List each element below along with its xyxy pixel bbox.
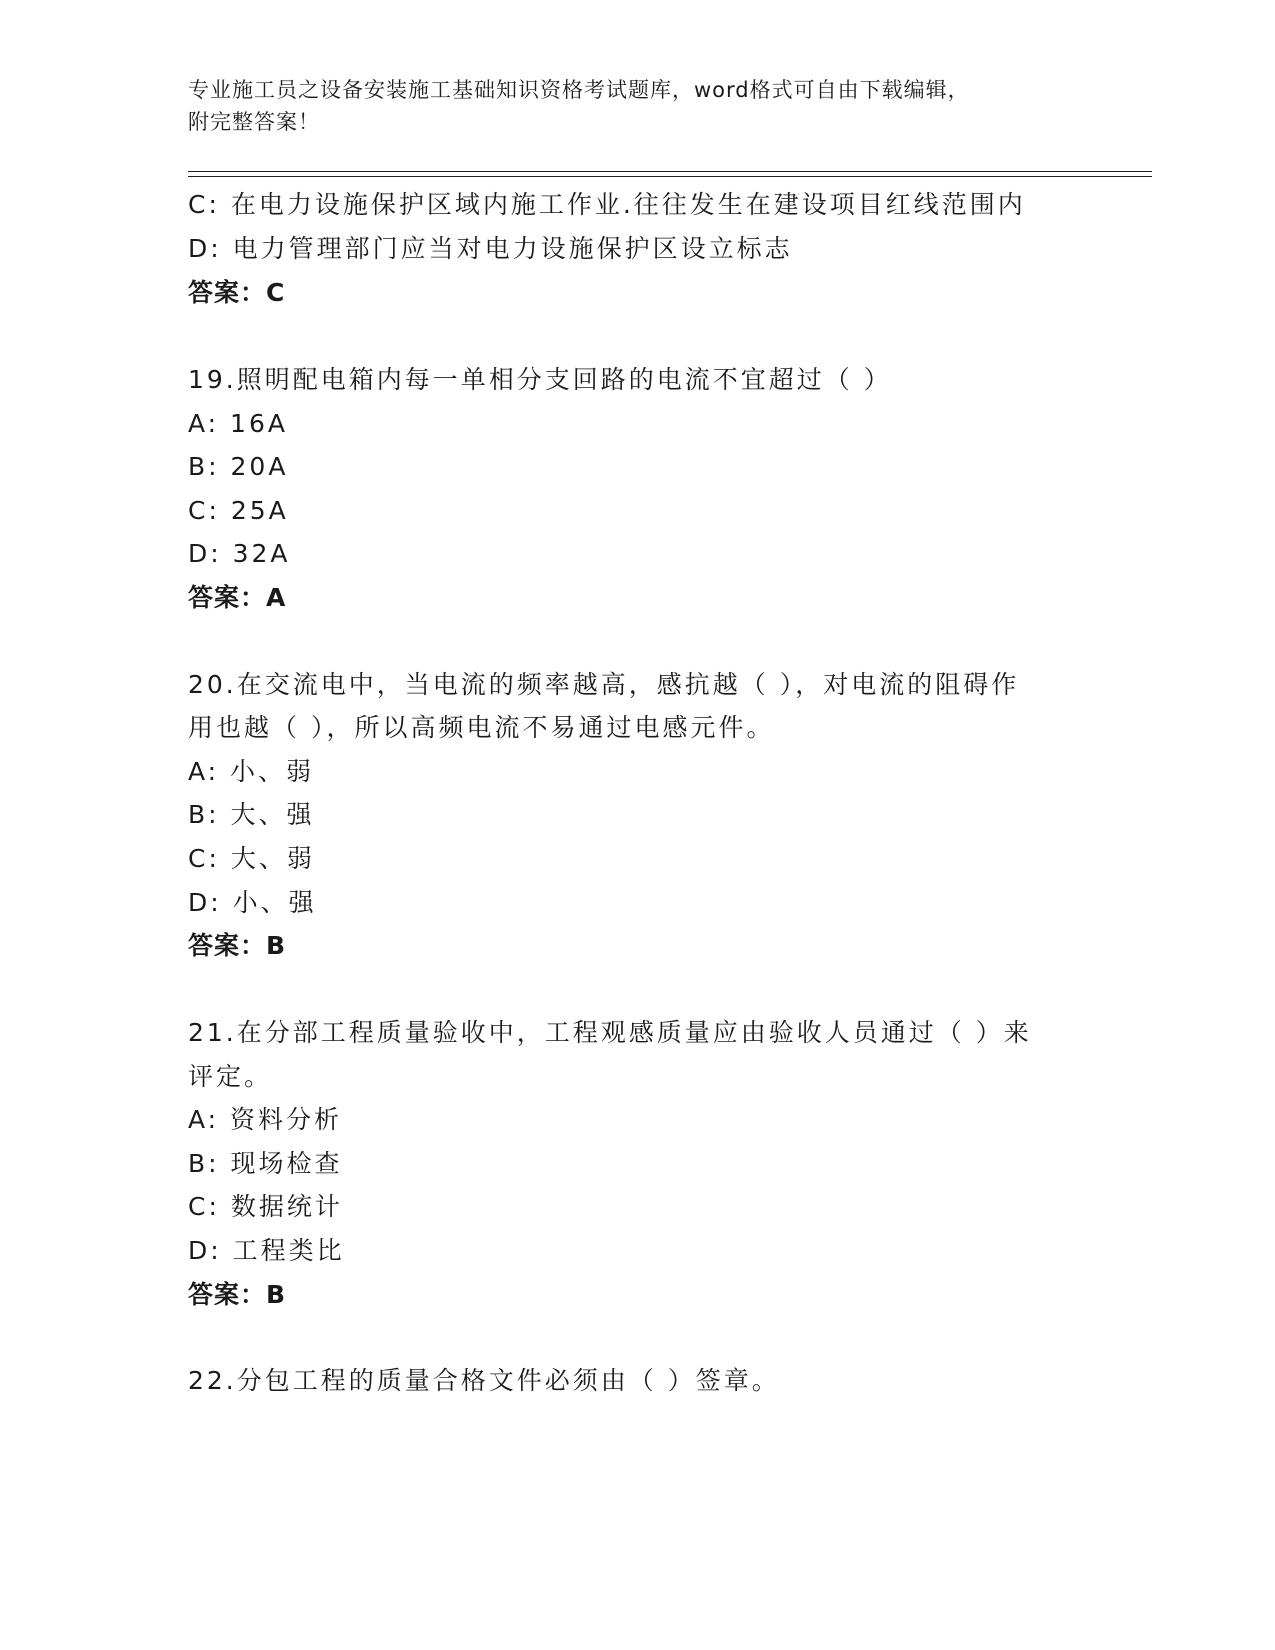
q21-option-a: A: 资料分析 <box>188 1105 343 1134</box>
q19-option-c: C: 25A <box>188 496 289 525</box>
header-divider-top <box>188 171 1152 172</box>
q21-option-c: C: 数据统计 <box>188 1192 343 1221</box>
q19-option-a: A: 16A <box>188 409 288 438</box>
header-divider-bottom <box>188 176 1152 177</box>
q20-stem-line-2: 用也越（ ），所以高频电流不易通过电感元件。 <box>188 713 775 742</box>
q20-option-b: B: 大、强 <box>188 800 315 829</box>
q20-option-a: A: 小、弱 <box>188 757 315 786</box>
q19-stem: 19.照明配电箱内每一单相分支回路的电流不宜超过（ ） <box>188 365 892 394</box>
q21-stem-line-1: 21.在分部工程质量验收中，工程观感质量应由验收人员通过（ ）来 <box>188 1018 1032 1047</box>
q21-answer: 答案：B <box>188 1280 287 1309</box>
q20-answer: 答案：B <box>188 931 287 960</box>
q19-option-b: B: 20A <box>188 452 289 481</box>
q21-option-b: B: 现场检查 <box>188 1149 343 1178</box>
header-line-2: 附完整答案！ <box>188 110 320 134</box>
q20-option-d: D: 小、强 <box>188 888 317 917</box>
q19-option-d: D: 32A <box>188 539 291 568</box>
q20-option-c: C: 大、弱 <box>188 844 315 873</box>
q22-stem: 22.分包工程的质量合格文件必须由（ ）签章。 <box>188 1366 780 1395</box>
prev-option-d: D: 电力管理部门应当对电力设施保护区设立标志 <box>188 234 793 263</box>
q21-stem-line-2: 评定。 <box>188 1062 273 1091</box>
q20-stem-line-1: 20.在交流电中，当电流的频率越高，感抗越（ ），对电流的阻碍作 <box>188 670 1020 699</box>
prev-answer: 答案：C <box>188 278 286 307</box>
q19-answer: 答案：A <box>188 583 287 612</box>
prev-option-c: C: 在电力设施保护区域内施工作业.往往发生在建设项目红线范围内 <box>188 190 1026 219</box>
header-line-1: 专业施工员之设备安装施工基础知识资格考试题库，word格式可自由下载编辑， <box>188 78 970 102</box>
document-header <box>188 74 1068 138</box>
q21-option-d: D: 工程类比 <box>188 1236 345 1265</box>
